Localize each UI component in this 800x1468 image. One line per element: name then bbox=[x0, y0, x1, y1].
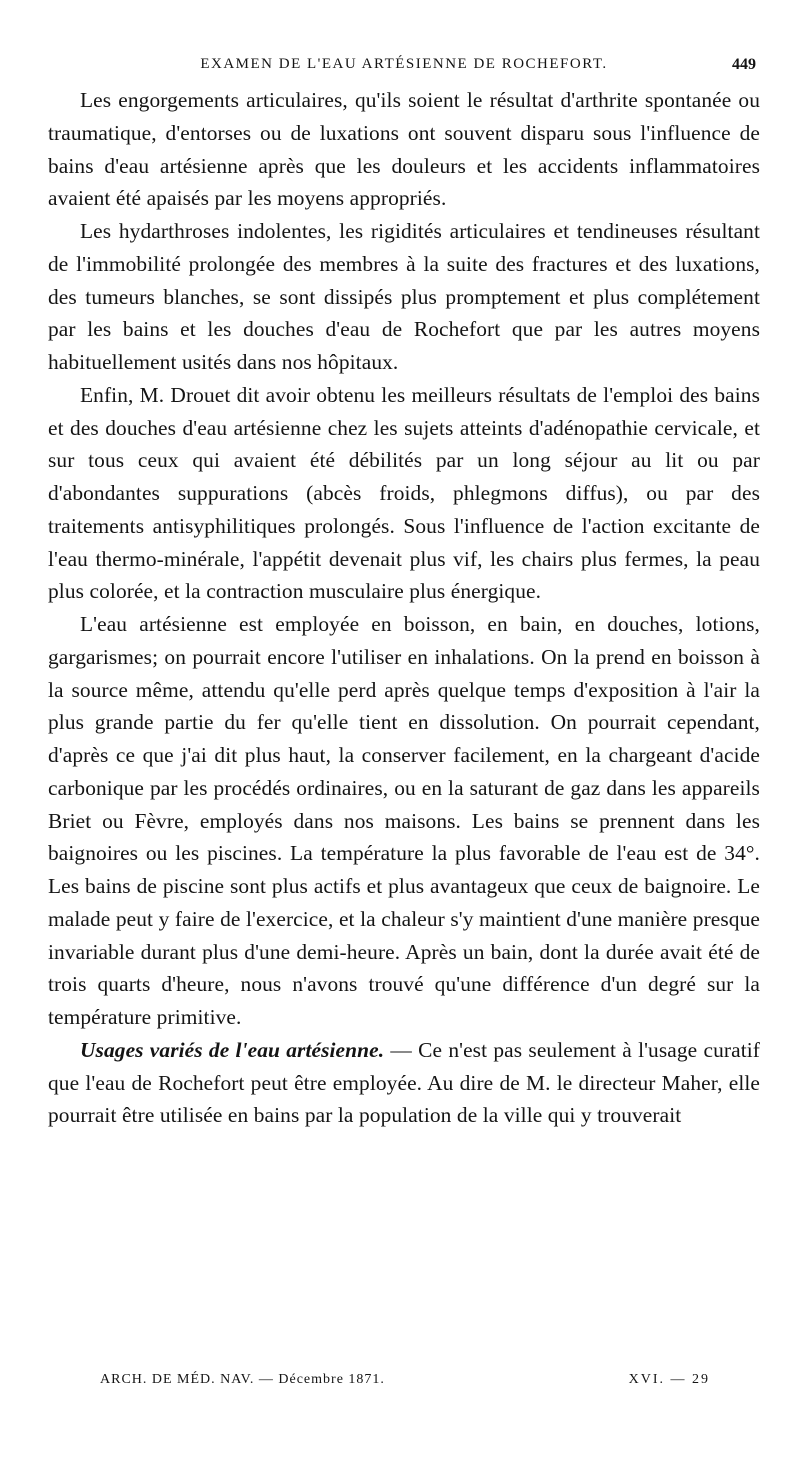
journal-reference: ARCH. DE MÉD. NAV. — Décembre 1871. bbox=[100, 1372, 385, 1387]
paragraph-modes-of-use: L'eau artésienne est employée en boisson, en bain, en douches, lotions, gargarismes; on pourrait encore l'utiliser en inhalations. On la prend en boisson à la source même, attendu qu'elle perd après quelque temps d'exposition à l'air la plus grande partie du fer qu'elle tient en dissolution. On pourrait cependant, d'après ce que j'ai dit plus haut, la conserver facilement, en la chargeant d'acide carbonique par les procédés ordinaires, ou en la saturant de gaz dans les appareils Briet ou Fèvre, employés dans nos maisons. Les bains se prennent dans les baignoires ou les piscines. La température la plus favorable de l'eau est de 34°. Les bains de piscine sont plus actifs et plus avantageux que ceux de baignoire. Le malade peut y faire de l'exercice, et la chaleur s'y maintient d'une manière presque invariable durant plus d'une demi-heure. Après un bain, dont la durée avait été de trois quarts d'heure, nous n'avons trouvé qu'une différence d'un degré sur la température primitive. bbox=[48, 612, 760, 1029]
running-header bbox=[48, 56, 760, 82]
paragraph-drouet-results: Enfin, M. Drouet dit avoir obtenu les meilleurs résultats de l'emploi des bains et des douches d'eau artésienne chez les sujets atteints d'adénopathie cervicale, et sur tous ceux qui avaient été débilités par un long séjour au lit ou par d'abondantes suppurations (abcès froids, phlegmons diffus), ou par des traitements antisyphilitiques prolongés. Sous l'influence de l'action excitante de l'eau thermo-minérale, l'appétit devenait plus vif, les chairs plus fermes, la peau plus colorée, et la contraction musculaire plus énergique. bbox=[48, 382, 760, 604]
running-title: EXAMEN DE L'EAU ARTÉSIENNE DE ROCHEFORT. bbox=[200, 56, 608, 72]
paragraph-articular-engorgements: Les engorgements articulaires, qu'ils soient le résultat d'arthrite spontanée ou traumatique, d'entorses ou de luxations ont souvent disparu sous l'influence de bains d'eau artésienne après que les douleurs et les accidents inflammatoires avaient été apaisés par les moyens appropriés. bbox=[48, 88, 760, 211]
section-text-various-uses: — Ce n'est pas seulement à l'usage curatif que l'eau de Rochefort peut être employée. Au dire de M. le directeur Maher, elle pourrait être utilisée en bains par la population de la ville qui y trouverait bbox=[48, 1037, 761, 1128]
paragraph-hydarthroses: Les hydarthroses indolentes, les rigidités articulaires et tendineuses résultant de l'immobilité prolongée des membres à la suite des fractures et des luxations, des tumeurs blanches, se sont dissipés plus promptement et plus complétement par les bains et les douches d'eau de Rochefort que par les autres moyens habituellement usités dans nos hôpitaux. bbox=[48, 219, 760, 374]
paragraph-various-uses bbox=[48, 1034, 760, 1132]
body-text bbox=[48, 84, 760, 1132]
page-footer bbox=[100, 1372, 710, 1396]
section-heading-various-uses: Usages variés de l'eau artésienne. bbox=[80, 1037, 385, 1062]
page-number: 449 bbox=[732, 56, 756, 73]
signature-mark: XVI. — 29 bbox=[628, 1372, 710, 1387]
